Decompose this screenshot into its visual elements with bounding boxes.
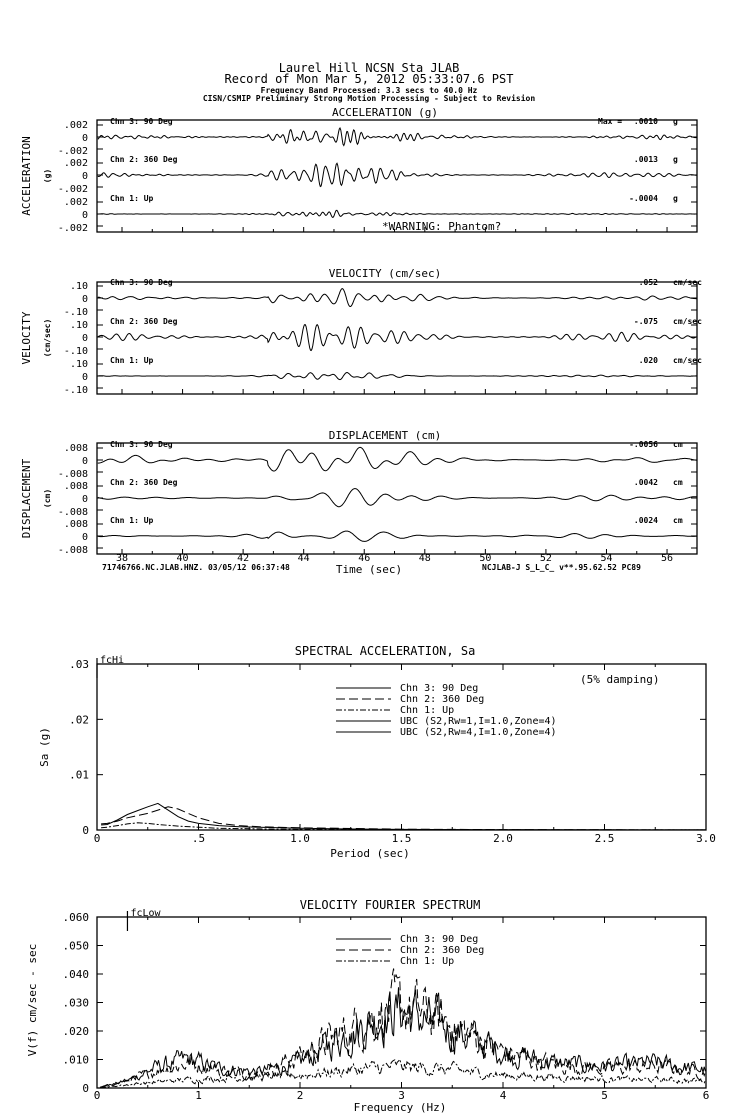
range-zero-label: 0 (81, 294, 88, 305)
panel-title: DISPLACEMENT (cm) (328, 429, 442, 442)
range-top-label: .10 (69, 320, 88, 331)
waveform-trace (98, 128, 698, 146)
sa-title: SPECTRAL ACCELERATION, Sa (294, 644, 476, 658)
frequency-band: Frequency Band Processed: 3.3 secs to 40.0 Hz (260, 86, 478, 95)
legend-label: Chn 3: 90 Deg (400, 683, 479, 694)
vfs-ylabel: V(f) cm/sec - sec (26, 943, 39, 1057)
y-tick-label: .03 (69, 658, 89, 671)
channel-label: Chn 3: 90 Deg (110, 440, 173, 449)
x-tick-label: 0 (93, 832, 101, 845)
range-zero-label: 0 (81, 456, 88, 467)
y-tick-label: .010 (62, 1053, 89, 1067)
peak-value: -.075 (633, 317, 658, 326)
channel-label: Chn 1: Up (110, 356, 154, 365)
peak-unit: g (673, 155, 678, 164)
x-tick-label: 4 (499, 1089, 507, 1102)
range-zero-label: 0 (81, 532, 88, 543)
legend-label: Chn 1: Up (400, 956, 455, 967)
range-bottom-label: -.002 (57, 223, 88, 234)
x-tick-label: 3 (398, 1089, 405, 1102)
time-tick-label: 50 (479, 553, 492, 564)
max-prefix: Max = (598, 117, 623, 126)
y-tick-label: .020 (62, 1025, 89, 1038)
peak-unit: g (673, 194, 678, 203)
range-top-label: .10 (69, 359, 88, 370)
channel-label: Chn 3: 90 Deg (110, 117, 173, 126)
range-bottom-label: -.10 (63, 346, 88, 357)
channel-label: Chn 2: 360 Deg (110, 478, 178, 487)
side-unit: (cm/sec) (43, 318, 52, 358)
side-label: DISPLACEMENT (20, 458, 33, 539)
channel-label: Chn 1: Up (110, 194, 154, 203)
peak-value: .0024 (633, 516, 658, 525)
range-top-label: .10 (69, 281, 88, 292)
range-zero-label: 0 (81, 494, 88, 505)
seismogram-panel-acceleration (20, 106, 697, 234)
range-bottom-label: -.10 (63, 385, 88, 396)
legend-label: Chn 3: 90 Deg (400, 934, 479, 945)
time-tick-label: 38 (115, 553, 129, 564)
waveform-trace (98, 373, 698, 380)
y-tick-label: 0 (82, 824, 89, 837)
series-line-2 (101, 807, 706, 830)
y-tick-label: .050 (62, 939, 89, 953)
y-tick-label: .01 (69, 768, 89, 782)
peak-value: .0013 (633, 155, 658, 164)
panel-title: ACCELERATION (g) (332, 106, 438, 119)
series-line-1 (101, 803, 706, 830)
channel-label: Chn 3: 90 Deg (110, 278, 173, 287)
seismogram-panel-velocity (20, 267, 702, 396)
sa-ylabel: Sa (g) (38, 727, 51, 767)
peak-value: -.0056 (629, 440, 658, 449)
time-tick-label: 40 (176, 553, 189, 564)
footer-left: 71746766.NC.JLAB.HNZ. 03/05/12 06:37:48 (102, 563, 290, 572)
sa-xlabel: Period (sec) (330, 847, 410, 860)
peak-unit: cm/sec (673, 317, 702, 326)
vfs-title: VELOCITY FOURIER SPECTRUM (299, 898, 481, 912)
x-tick-label: 1.5 (391, 832, 412, 845)
time-tick-label: 46 (358, 553, 371, 564)
time-axis-label: Time (sec) (335, 563, 403, 576)
side-unit: (g) (43, 168, 52, 184)
range-zero-label: 0 (81, 171, 88, 182)
side-label: ACCELERATION (20, 136, 33, 216)
cutoff-marker-label: fcHi (100, 655, 125, 666)
channel-label: Chn 2: 360 Deg (110, 317, 178, 326)
waveform-trace (98, 447, 698, 471)
peak-value: .020 (638, 356, 658, 365)
legend-label: Chn 2: 360 Deg (400, 694, 485, 705)
waveform-trace (98, 325, 698, 351)
x-tick-label: 6 (702, 1089, 710, 1102)
x-tick-label: 5 (601, 1089, 608, 1102)
panel-title: VELOCITY (cm/sec) (328, 267, 442, 280)
x-tick-label: 3.0 (696, 832, 716, 845)
peak-unit: cm (673, 440, 683, 449)
time-tick-label: 54 (600, 553, 613, 564)
time-tick-label: 44 (297, 553, 310, 564)
time-tick-label: 48 (418, 553, 431, 564)
y-tick-label: .030 (62, 996, 89, 1010)
range-bottom-label: -.008 (57, 507, 88, 518)
cutoff-marker-label: fcLow (130, 908, 161, 919)
time-tick-label: 52 (539, 553, 552, 564)
x-tick-label: 2 (296, 1089, 304, 1102)
y-tick-label: .040 (62, 968, 89, 981)
x-tick-label: 1.0 (290, 832, 310, 845)
legend-label: Chn 1: Up (400, 705, 455, 716)
peak-unit: cm/sec (673, 356, 702, 365)
y-tick-label: .02 (69, 713, 89, 727)
processing-note: CISN/CSMIP Preliminary Strong Motion Processing - Subject to Revision (202, 94, 536, 103)
range-zero-label: 0 (81, 372, 88, 383)
damping-annotation: (5% damping) (580, 673, 660, 686)
range-bottom-label: -.008 (57, 545, 88, 556)
range-bottom-label: -.10 (63, 307, 88, 318)
range-bottom-label: -.002 (57, 184, 88, 195)
side-unit: (cm) (43, 488, 52, 509)
record-time: Record of Mon Mar 5, 2012 05:33:07.6 PST (224, 72, 514, 86)
peak-value: .052 (638, 278, 658, 287)
waveform-trace (98, 531, 698, 541)
waveform-trace (98, 163, 698, 186)
range-top-label: .008 (63, 519, 88, 530)
x-tick-label: 1 (195, 1089, 202, 1102)
channel-label: Chn 2: 360 Deg (110, 155, 178, 164)
legend-label: UBC (S2,Rw=1,I=1.0,Zone=4) (400, 716, 557, 727)
y-tick-label: .060 (62, 911, 89, 924)
peak-unit: cm (673, 478, 683, 487)
peak-unit: cm (673, 516, 683, 525)
channel-label: Chn 1: Up (110, 516, 154, 525)
velocity-fourier-chart (63, 908, 710, 1102)
x-tick-label: 0 (93, 1089, 101, 1102)
legend-label: UBC (S2,Rw=4,I=1.0,Zone=4) (400, 727, 557, 738)
range-zero-label: 0 (81, 210, 88, 221)
waveform-trace (98, 210, 698, 217)
range-bottom-label: -.002 (57, 146, 88, 157)
legend-label: Chn 2: 360 Deg (400, 945, 485, 956)
peak-value: .0042 (633, 478, 658, 487)
waveform-trace (98, 489, 698, 507)
series-line-1 (100, 987, 705, 1087)
vfs-xlabel: Frequency (Hz) (353, 1101, 447, 1114)
peak-unit: cm/sec (673, 278, 702, 287)
x-tick-label: 2.0 (493, 832, 513, 845)
warning-text: *WARNING: Phantom? (382, 220, 502, 233)
seismogram-panel-displacement (20, 429, 697, 556)
range-top-label: .002 (63, 120, 88, 131)
footer-right: NCJLAB-J S_L_C_ v**.95.62.52 PC89 (482, 563, 641, 572)
range-zero-label: 0 (81, 133, 88, 144)
range-top-label: .002 (63, 158, 88, 169)
range-top-label: .008 (63, 443, 88, 454)
time-tick-label: 56 (661, 553, 674, 564)
x-tick-label: 2.5 (594, 832, 615, 845)
station-title: Laurel Hill NCSN Sta JLAB (278, 61, 460, 75)
range-bottom-label: -.008 (57, 469, 88, 480)
range-top-label: .008 (63, 481, 88, 492)
range-zero-label: 0 (81, 333, 88, 344)
range-top-label: .002 (63, 197, 88, 208)
x-tick-label: .5 (191, 832, 206, 845)
peak-value: -.0004 (629, 194, 658, 203)
peak-value: .0010 (633, 117, 658, 126)
time-tick-label: 42 (237, 553, 250, 564)
waveform-trace (98, 289, 698, 307)
side-label: VELOCITY (20, 311, 33, 365)
peak-unit: g (673, 117, 678, 126)
y-tick-label: 0 (82, 1082, 89, 1095)
